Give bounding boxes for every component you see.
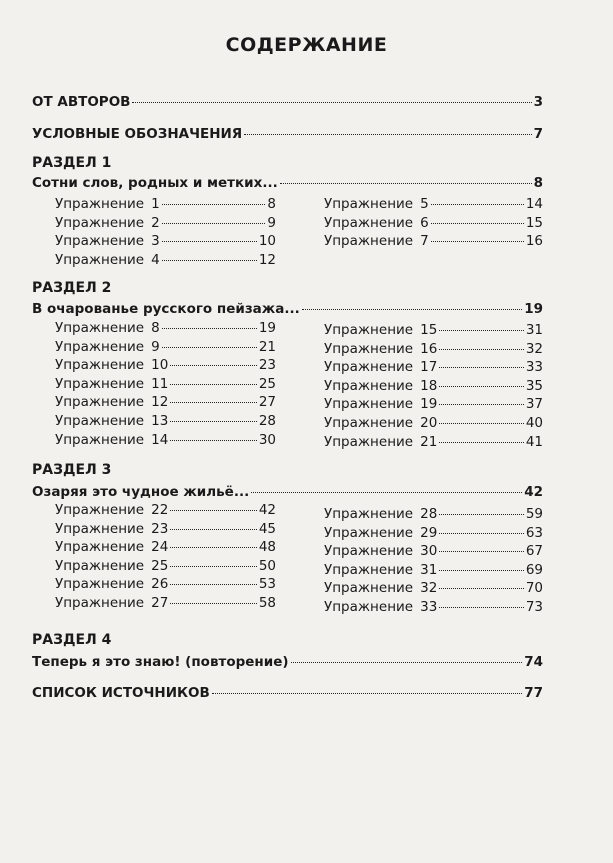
entry-label: Упражнение — [324, 580, 414, 597]
leader-dots — [439, 404, 524, 405]
leader-dots — [439, 367, 524, 368]
page-number: 45 — [258, 520, 276, 537]
entry-label: Упражнение — [55, 338, 145, 355]
toc-exercise-row[interactable] — [324, 359, 543, 375]
page-number: 32 — [525, 340, 543, 357]
toc-exercise-row[interactable] — [55, 521, 276, 537]
toc-exercise-row[interactable] — [324, 599, 543, 615]
toc-exercise-row[interactable] — [55, 215, 276, 231]
entry-label: Упражнение — [55, 576, 145, 593]
page-number: 40 — [525, 415, 543, 431]
page-number: 59 — [525, 506, 543, 522]
entry-label: Упражнение — [55, 413, 145, 429]
toc-exercise-row[interactable] — [324, 562, 543, 578]
entry-label: Озаряя это чудное жильё... — [32, 484, 250, 500]
entry-label: Упражнение — [55, 595, 145, 611]
leader-dots — [439, 588, 524, 589]
page-number: 58 — [258, 595, 276, 611]
exercise-number: 28 — [420, 506, 438, 522]
page-number: 19 — [524, 301, 543, 317]
exercise-number: 12 — [151, 394, 169, 411]
page-number: 53 — [258, 576, 276, 593]
toc-exercise-row[interactable] — [324, 580, 543, 596]
leader-dots — [251, 492, 522, 493]
exercise-number: 29 — [420, 524, 438, 541]
leader-dots — [162, 347, 257, 348]
leader-dots — [170, 365, 257, 366]
toc-exercise-row[interactable] — [324, 215, 543, 231]
entry-label: Упражнение — [324, 377, 414, 394]
page-number: 27 — [258, 394, 276, 411]
entry-label: Упражнение — [55, 375, 145, 392]
leader-dots — [439, 330, 524, 331]
page-number: 7 — [533, 126, 543, 142]
page-number: 9 — [267, 214, 276, 231]
toc-entry-sources[interactable] — [32, 685, 543, 701]
toc-exercise-row[interactable] — [55, 595, 276, 611]
leader-dots — [170, 510, 257, 511]
leader-dots — [162, 223, 266, 224]
toc-exercise-row[interactable] — [55, 320, 276, 336]
toc-exercise-row[interactable] — [324, 196, 543, 212]
page-number: 74 — [524, 654, 543, 670]
leader-dots — [439, 607, 524, 608]
entry-label: Упражнение — [55, 431, 145, 448]
toc-exercise-row[interactable] — [324, 415, 543, 431]
toc-exercise-row[interactable] — [55, 357, 276, 373]
entry-label: Упражнение — [55, 502, 145, 518]
section-heading: РАЗДЕЛ 4 — [32, 632, 112, 648]
toc-exercise-row[interactable] — [55, 558, 276, 574]
exercise-number: 32 — [420, 580, 438, 597]
toc-exercise-row[interactable] — [324, 341, 543, 357]
entry-label: Упражнение — [324, 524, 414, 541]
leader-dots — [302, 309, 522, 310]
toc-exercise-row[interactable] — [55, 376, 276, 392]
exercise-number: 20 — [420, 415, 438, 431]
toc-exercise-row[interactable] — [55, 252, 276, 268]
page-number: 42 — [258, 502, 276, 518]
exercise-number: 27 — [151, 595, 169, 611]
exercise-number: 13 — [151, 413, 169, 429]
toc-section-entry[interactable] — [32, 654, 543, 670]
toc-exercise-row[interactable] — [55, 394, 276, 410]
leader-dots — [132, 102, 531, 103]
leader-dots — [162, 328, 257, 329]
entry-label: В очарованье русского пейзажа... — [32, 301, 300, 317]
exercise-number: 25 — [151, 557, 169, 574]
leader-dots — [439, 386, 524, 387]
section-heading: РАЗДЕЛ 3 — [32, 462, 112, 478]
section-heading: РАЗДЕЛ 1 — [32, 155, 112, 171]
leader-dots — [291, 662, 523, 663]
entry-label: Упражнение — [55, 196, 145, 212]
entry-label: Упражнение — [324, 233, 414, 250]
toc-exercise-row[interactable] — [55, 432, 276, 448]
exercise-number: 2 — [151, 214, 160, 231]
exercise-number: 3 — [151, 233, 160, 250]
page-number: 12 — [258, 251, 276, 268]
leader-dots — [162, 204, 266, 205]
toc-exercise-row[interactable] — [55, 196, 276, 212]
leader-dots — [170, 402, 257, 403]
entry-label: Упражнение — [55, 251, 145, 268]
exercise-number: 33 — [420, 599, 438, 615]
exercise-number: 15 — [420, 322, 438, 338]
exercise-number: 17 — [420, 359, 438, 376]
page-number: 15 — [525, 214, 543, 231]
entry-label: Упражнение — [324, 196, 414, 212]
leader-dots — [439, 349, 524, 350]
toc-exercise-row[interactable] — [55, 339, 276, 355]
toc-entry-legend[interactable] — [32, 126, 543, 142]
toc-exercise-row[interactable] — [55, 233, 276, 249]
exercise-number: 26 — [151, 576, 169, 593]
exercise-number: 9 — [151, 338, 160, 355]
entry-label: Упражнение — [324, 433, 414, 450]
entry-label: Упражнение — [55, 539, 145, 556]
page-number: 73 — [525, 599, 543, 615]
page-title: СОДЕРЖАНИЕ — [225, 34, 388, 56]
exercise-number: 23 — [151, 520, 169, 537]
toc-section-entry[interactable] — [32, 301, 543, 317]
entry-label: Упражнение — [55, 233, 145, 250]
entry-label: Упражнение — [55, 214, 145, 231]
page-number: 16 — [525, 233, 543, 250]
leader-dots — [170, 547, 257, 548]
page-number: 21 — [258, 338, 276, 355]
leader-dots — [170, 421, 257, 422]
leader-dots — [170, 440, 257, 441]
exercise-number: 4 — [151, 251, 160, 268]
leader-dots — [439, 533, 524, 534]
toc-exercise-row[interactable] — [324, 434, 543, 450]
exercise-number: 5 — [420, 196, 429, 212]
leader-dots — [244, 134, 531, 135]
entry-label: Упражнение — [324, 599, 414, 615]
exercise-number: 19 — [420, 396, 438, 413]
toc-section-entry[interactable] — [32, 484, 543, 500]
entry-label: СПИСОК ИСТОЧНИКОВ — [32, 685, 210, 701]
page-number: 8 — [533, 175, 543, 191]
entry-label: Упражнение — [324, 415, 414, 431]
page-number: 37 — [525, 396, 543, 413]
exercise-number: 16 — [420, 340, 438, 357]
page-number: 48 — [258, 539, 276, 556]
exercise-number: 6 — [420, 214, 429, 231]
exercise-number: 8 — [151, 320, 160, 336]
leader-dots — [212, 693, 522, 694]
entry-label: Упражнение — [324, 506, 414, 522]
section-heading: РАЗДЕЛ 2 — [32, 280, 112, 296]
leader-dots — [431, 204, 524, 205]
page-number: 28 — [258, 413, 276, 429]
leader-dots — [162, 241, 257, 242]
exercise-number: 24 — [151, 539, 169, 556]
page-number: 8 — [267, 196, 276, 212]
exercise-number: 11 — [151, 375, 169, 392]
entry-label: Упражнение — [324, 561, 414, 578]
entry-label: Упражнение — [324, 359, 414, 376]
toc-section-entry[interactable] — [32, 175, 543, 191]
entry-label: Теперь я это знаю! (повторение) — [32, 654, 289, 670]
page-number: 41 — [525, 433, 543, 450]
page-number: 10 — [258, 233, 276, 250]
leader-dots — [170, 384, 257, 385]
leader-dots — [170, 603, 257, 604]
leader-dots — [439, 442, 524, 443]
page-number: 70 — [525, 580, 543, 597]
page-number: 30 — [258, 431, 276, 448]
page-number: 23 — [258, 357, 276, 374]
page-number: 33 — [525, 359, 543, 376]
entry-label: Упражнение — [55, 557, 145, 574]
toc-exercise-row[interactable] — [324, 506, 543, 522]
leader-dots — [170, 566, 257, 567]
toc-entry-authors[interactable] — [32, 94, 543, 110]
toc-exercise-row[interactable] — [324, 396, 543, 412]
entry-label: Упражнение — [324, 543, 414, 560]
leader-dots — [431, 241, 524, 242]
toc-exercise-row[interactable] — [55, 413, 276, 429]
exercise-number: 22 — [151, 502, 169, 518]
toc-exercise-row[interactable] — [324, 322, 543, 338]
toc-exercise-row[interactable] — [324, 543, 543, 559]
page-number: 14 — [525, 196, 543, 212]
exercise-number: 10 — [151, 357, 169, 374]
entry-label: Упражнение — [55, 520, 145, 537]
page-number: 63 — [525, 524, 543, 541]
page-number: 3 — [533, 94, 543, 110]
entry-label: Сотни слов, родных и метких... — [32, 175, 278, 191]
entry-label: УСЛОВНЫЕ ОБОЗНАЧЕНИЯ — [32, 126, 243, 142]
page-number: 19 — [258, 320, 276, 336]
page-number: 69 — [525, 561, 543, 578]
page-number: 31 — [525, 322, 543, 338]
page-number: 42 — [524, 484, 543, 500]
exercise-number: 14 — [151, 431, 169, 448]
toc-exercise-row[interactable] — [324, 378, 543, 394]
leader-dots — [439, 423, 524, 424]
page-number: 50 — [258, 557, 276, 574]
leader-dots — [439, 551, 524, 552]
entry-label: Упражнение — [324, 340, 414, 357]
toc-exercise-row[interactable] — [55, 576, 276, 592]
exercise-number: 31 — [420, 561, 438, 578]
entry-label: ОТ АВТОРОВ — [32, 94, 131, 110]
leader-dots — [170, 529, 257, 530]
entry-label: Упражнение — [55, 320, 145, 336]
entry-label: Упражнение — [324, 322, 414, 338]
leader-dots — [439, 514, 524, 515]
leader-dots — [280, 183, 532, 184]
entry-label: Упражнение — [324, 214, 414, 231]
leader-dots — [170, 584, 257, 585]
page-number: 67 — [525, 543, 543, 560]
toc-exercise-row[interactable] — [55, 502, 276, 518]
page-number: 25 — [258, 375, 276, 392]
entry-label: Упражнение — [55, 357, 145, 374]
entry-label: Упражнение — [55, 394, 145, 411]
exercise-number: 18 — [420, 377, 438, 394]
leader-dots — [439, 570, 524, 571]
page-number: 77 — [524, 685, 543, 701]
toc-exercise-row[interactable] — [324, 233, 543, 249]
leader-dots — [162, 260, 257, 261]
toc-exercise-row[interactable] — [324, 525, 543, 541]
exercise-number: 21 — [420, 433, 438, 450]
toc-exercise-row[interactable] — [55, 539, 276, 555]
leader-dots — [431, 223, 524, 224]
exercise-number: 30 — [420, 543, 438, 560]
exercise-number: 7 — [420, 233, 429, 250]
entry-label: Упражнение — [324, 396, 414, 413]
page-number: 35 — [525, 377, 543, 394]
exercise-number: 1 — [151, 196, 160, 212]
